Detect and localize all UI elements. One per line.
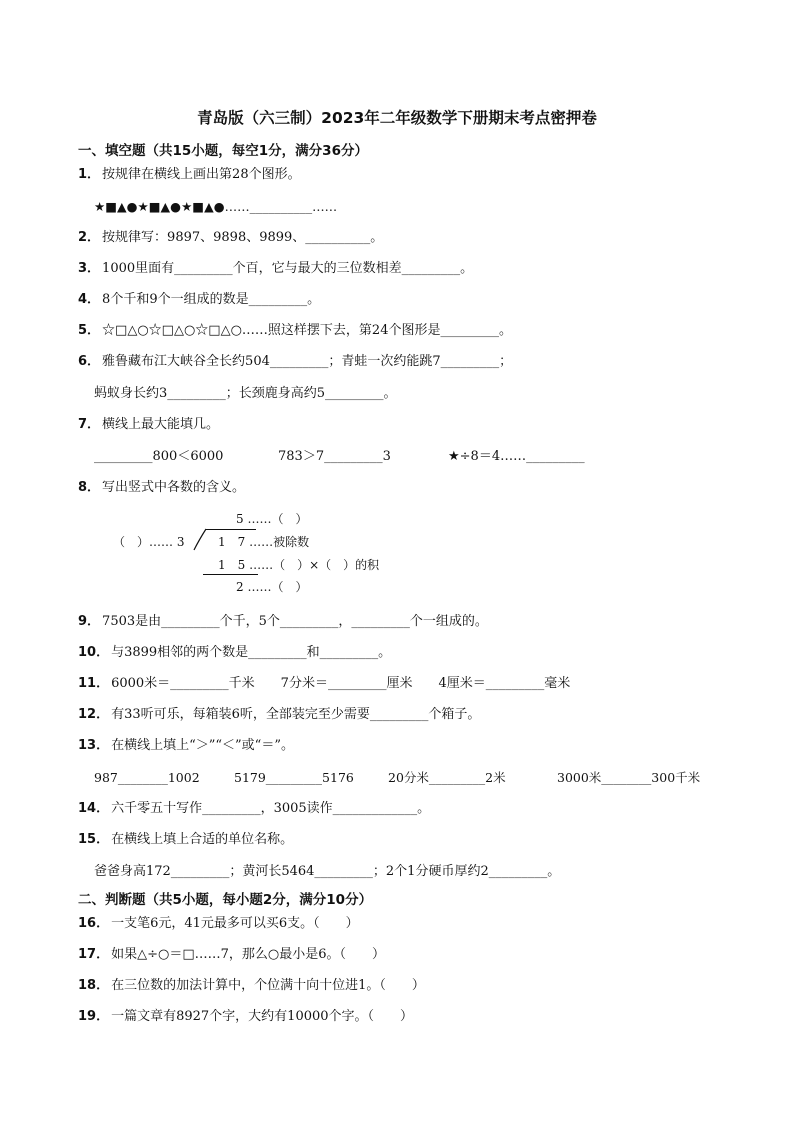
question-7-item-a: _________800＜6000 bbox=[94, 449, 224, 464]
question-9 bbox=[78, 613, 488, 631]
question-number: 10． bbox=[78, 645, 110, 660]
question-8 bbox=[78, 479, 245, 497]
question-number: 16． bbox=[78, 916, 110, 931]
question-number: 1． bbox=[78, 167, 101, 182]
question-text: 在横线上填上“＞”“＜”或“＝”。 bbox=[111, 738, 294, 753]
question-number: 17． bbox=[78, 947, 110, 962]
question-text: 有33听可乐，每箱装6听，全部装完至少需要_________个箱子。 bbox=[111, 707, 481, 722]
division-dividend: 1 7 ……被除数 bbox=[218, 535, 310, 549]
division-bracket bbox=[190, 528, 210, 552]
question-13 bbox=[78, 737, 294, 755]
question-7-item-c: ★÷8＝4……_________ bbox=[448, 449, 585, 464]
division-divisor: （ ）…… 3 bbox=[113, 535, 185, 549]
question-14 bbox=[78, 800, 430, 818]
question-15-line-2: 爸爸身高172_________；黄河长5464_________；2个1分硬币厚约2_________。 bbox=[94, 864, 561, 879]
question-5 bbox=[78, 322, 512, 340]
question-13-item-d: 3000米________300千米 bbox=[557, 770, 701, 785]
question-text: 7503是由_________个千，5个_________，_________个一组成的。 bbox=[102, 614, 488, 629]
question-text: 一篇文章有8927个字，大约有10000个字。（ ） bbox=[111, 1009, 414, 1024]
question-4 bbox=[78, 291, 320, 309]
question-16 bbox=[78, 915, 359, 933]
question-15 bbox=[78, 831, 293, 849]
page-title: 青岛版（六三制）2023年二年级数学下册期末考点密押卷 bbox=[197, 109, 597, 127]
question-text: 雅鲁藏布江大峡谷全长约504_________；青蛙一次约能跳7_________； bbox=[102, 354, 513, 369]
question-number: 6． bbox=[78, 354, 101, 369]
question-number: 15． bbox=[78, 832, 110, 847]
question-text: 六千零五十写作_________，3005读作_____________。 bbox=[111, 801, 431, 816]
division-bar bbox=[206, 529, 256, 530]
question-1 bbox=[78, 166, 301, 184]
question-7 bbox=[78, 416, 219, 434]
question-13-item-c: 20分米_________2米 bbox=[388, 770, 506, 785]
question-number: 14． bbox=[78, 801, 110, 816]
question-11 bbox=[78, 675, 570, 693]
question-3 bbox=[78, 260, 473, 278]
question-number: 19． bbox=[78, 1009, 110, 1024]
section-heading-fill-in: 一、填空题（共15小题，每空1分，满分36分） bbox=[78, 143, 368, 159]
question-12 bbox=[78, 706, 480, 724]
question-7-item-b: 783＞7_________3 bbox=[278, 449, 391, 464]
question-number: 2． bbox=[78, 230, 101, 245]
question-13-item-b: 5179_________5176 bbox=[234, 770, 354, 785]
question-text: 在三位数的加法计算中，个位满十向十位进1。（ ） bbox=[111, 978, 425, 993]
section-heading-true-false: 二、判断题（共5小题，每小题2分，满分10分） bbox=[78, 892, 373, 908]
question-number: 8． bbox=[78, 480, 101, 495]
question-number: 7． bbox=[78, 417, 101, 432]
question-text: 如果△÷○＝□……7，那么○最小是6。（ ） bbox=[111, 947, 385, 962]
division-subtraction-line bbox=[203, 574, 258, 575]
question-number: 18． bbox=[78, 978, 110, 993]
question-text: ☆□△○☆□△○☆□△○……照这样摆下去，第24个图形是_________。 bbox=[102, 323, 512, 338]
question-text: 8个千和9个一组成的数是_________。 bbox=[102, 292, 321, 307]
question-number: 4． bbox=[78, 292, 101, 307]
question-number: 11． bbox=[78, 676, 110, 691]
question-text: 与3899相邻的两个数是_________和_________。 bbox=[111, 645, 392, 660]
question-13-item-a: 987________1002 bbox=[94, 770, 200, 785]
question-text: 横线上最大能填几。 bbox=[102, 417, 220, 432]
question-text: 6000米＝_________千米 7分米＝_________厘米 4厘米＝_________毫米 bbox=[111, 676, 571, 691]
question-1-pattern: ★■▲●★■▲●★■▲●……__________…… bbox=[94, 199, 338, 214]
question-6-line-2: 蚂蚁身长约3_________；长颈鹿身高约5_________。 bbox=[94, 386, 397, 401]
question-text: 按规律写：9897、9898、9899、__________。 bbox=[102, 230, 384, 245]
division-remainder: 2 ……（ ） bbox=[236, 580, 308, 594]
question-19 bbox=[78, 1008, 413, 1026]
question-number: 9． bbox=[78, 614, 101, 629]
question-text: 在横线上填上合适的单位名称。 bbox=[111, 832, 294, 847]
question-text: 1000里面有_________个百，它与最大的三位数相差_________。 bbox=[102, 261, 474, 276]
question-text: 一支笔6元，41元最多可以买6支。（ ） bbox=[111, 916, 359, 931]
division-product: 1 5 ……（ ）×（ ）的积 bbox=[218, 558, 380, 572]
question-18 bbox=[78, 977, 425, 995]
question-2 bbox=[78, 229, 383, 247]
question-17 bbox=[78, 946, 385, 964]
question-text: 写出竖式中各数的含义。 bbox=[102, 480, 246, 495]
question-number: 12． bbox=[78, 707, 110, 722]
question-number: 5． bbox=[78, 323, 101, 338]
question-number: 3． bbox=[78, 261, 101, 276]
division-quotient: 5 ……（ ） bbox=[236, 512, 308, 526]
question-text: 按规律在横线上画出第28个图形。 bbox=[102, 167, 301, 182]
question-number: 13． bbox=[78, 738, 110, 753]
question-10 bbox=[78, 644, 391, 662]
question-6 bbox=[78, 353, 512, 371]
